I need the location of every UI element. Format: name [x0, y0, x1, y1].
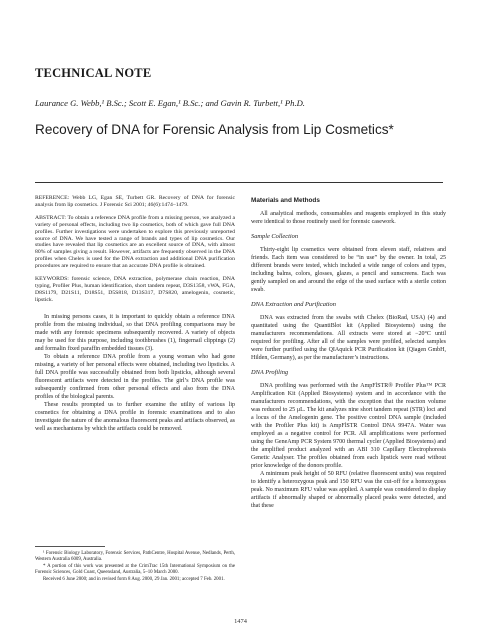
intro-paragraph: These results prompted us to further examine the utility of various lip cosmetics for obtaining a DNA profile in forensic examinations and to also investigate the nature of the anomalous fluorescent peaks and artifacts observed, as well as mechanisms by which the artifacts could be removed.	[35, 401, 235, 432]
footnotes	[35, 546, 235, 584]
section-heading: Materials and Methods	[251, 197, 320, 204]
keywords-block: KEYWORDS: forensic science, DNA extraction, polymerase chain reaction, DNA typing, Profiler Plus, human identification, short tandem repeat, D3S1358, vWA, FGA, D8S1179, D21S11, D18S51, D5S818, D13S317, D7S820, amelogenin, cosmetic, lipstick.	[35, 276, 235, 303]
profiling-paragraph: DNA profiling was performed with the AmpFlSTR® Profiler Plus™ PCR Amplification Kit (Applied Biosystems) system and in accordance with the manufacturers recommendations, with the exception that the reaction volume was reduced to 25 μL. The kit analyzes nine short tandem repeat (STR) loci and a locus of the Amelogenin gene. The positive control DNA sample (included with the Profiler Plus kit) is AmpFlSTR Control DNA 9947A. Water was employed as a negative control for PCR. All amplifications were performed using the GeneAmp PCR System 9700 thermal cycler (Applied Biosystems) and the amplified product analyzed with an ABI 310 Capillary Electrophoresis Genetic Analyser. The profiles obtained from each lipstick were read without prior knowledge of the donors profile.	[251, 383, 446, 469]
subsection-heading: DNA Profiling	[251, 369, 289, 376]
footnote-divider	[35, 546, 105, 547]
reference-block: REFERENCE: Webb LG, Egan SE, Turbett GR. Recovery of DNA for forensic analysis from lip cosmetics. J Forensic Sci 2001; 46(6):1474–1479.	[35, 195, 235, 208]
intro-paragraph: To obtain a reference DNA profile from a young woman who had gone missing, a variety of her personal effects were obtained, including two lipsticks. A full DNA profile was successfully obtained from both lipsticks, although several fluorescent artifacts were detected in the profiles. The girl’s DNA profile was subsequently confirmed from other personal effects and also from the DNA profiles of the biological parents.	[35, 353, 235, 400]
footnote: ¹ Forensic Biology Laboratory, Forensic Services, PathCentre, Hospital Avenue, Nedlands, Perth, Western Australia 6009, Australia.	[35, 551, 235, 562]
subsection-heading: DNA Extraction and Purification	[251, 301, 336, 308]
footnote: Received 6 June 2000; and in revised form 8 Aug. 2000, 29 Jan. 2001; accepted 7 Feb. 2001.	[43, 577, 225, 582]
methods-paragraph: All analytical methods, consumables and reagents employed in this study were identical to those routinely used for forensic casework.	[251, 211, 446, 225]
sample-paragraph: Thirty-eight lip cosmetics were obtained from eleven staff, relatives and friends. Each item was considered to be “in use” by the owner. In total, 25 different brands were tested, which included a wide range of colors and types, including balms, colors, glosses, glazes, a pencil and sunscreens. Each was gently sampled on and around the edge of the used surface with a sterile cotton swab.	[251, 247, 446, 293]
author-list: Laurance G. Webb,¹ B.Sc.; Scott E. Egan,¹ B.Sc.; and Gavin R. Turbett,¹ Ph.D.	[35, 98, 305, 108]
article-title: Recovery of DNA for Forensic Analysis from Lip Cosmetics*	[35, 122, 394, 137]
subsection-heading: Sample Collection	[251, 233, 299, 240]
left-column	[35, 195, 235, 433]
footnote: * A portion of this work was presented at the CrimTrac 15th International Symposium on the Forensic Sciences, Gold Coast, Queensland, Australia, 5–10 March 2000.	[35, 564, 235, 575]
intro-paragraph: In missing persons cases, it is important to quickly obtain a reference DNA profile from the missing individual, so that DNA profiling comparisons may be made with any forensic specimens subsequently recovered. A variety of objects may be used for this purpose, including toothbrushes (1), fingernail clippings (2) and formalin fixed paraffin embedded tissues (3).	[35, 313, 235, 352]
right-column	[251, 194, 446, 510]
section-label: TECHNICAL NOTE	[35, 66, 152, 80]
profiling-paragraph: A minimum peak height of 50 RFU (relative fluorescent units) was required to identify a heterozygous peak and 150 RFU was the cut-off for a homozygous peak. No maximum RFU value was applied. A sample was considered to display artifacts if abnormally shaped or abnormally placed peaks were detected, and that these	[251, 471, 446, 509]
extraction-paragraph: DNA was extracted from the swabs with Chelex (BioRad, USA) (4) and quantitated using the QuantiBlot kit (Applied Biosystems) using the manufacturers recommendations. All extracts were stored at −20°C until required for profiling. After all of the samples were profiled, selected samples were further purified using the QIAquick PCR Purification kit (Qiagen GmbH, Hilden, Germany), as per the manufacturer’s instructions.	[251, 315, 446, 361]
title-divider	[35, 182, 443, 183]
abstract-block: ABSTRACT: To obtain a reference DNA profile from a missing person, we analyzed a variety of personal effects, including two lip cosmetics, both of which gave full DNA profiles. Further investigations were undertaken to explore this previously unreported source of DNA. We have tested a range of brands and types of lip cosmetics. Our studies have revealed that lip cosmetics are an excellent source of DNA, with almost 80% of samples giving a result. However, artifacts are frequently observed in the DNA profiles when Chelex is used for the DNA extraction and additional DNA purification procedures are required to ensure that an accurate DNA profile is obtained.	[35, 214, 235, 270]
page-number: 1474	[234, 618, 247, 625]
